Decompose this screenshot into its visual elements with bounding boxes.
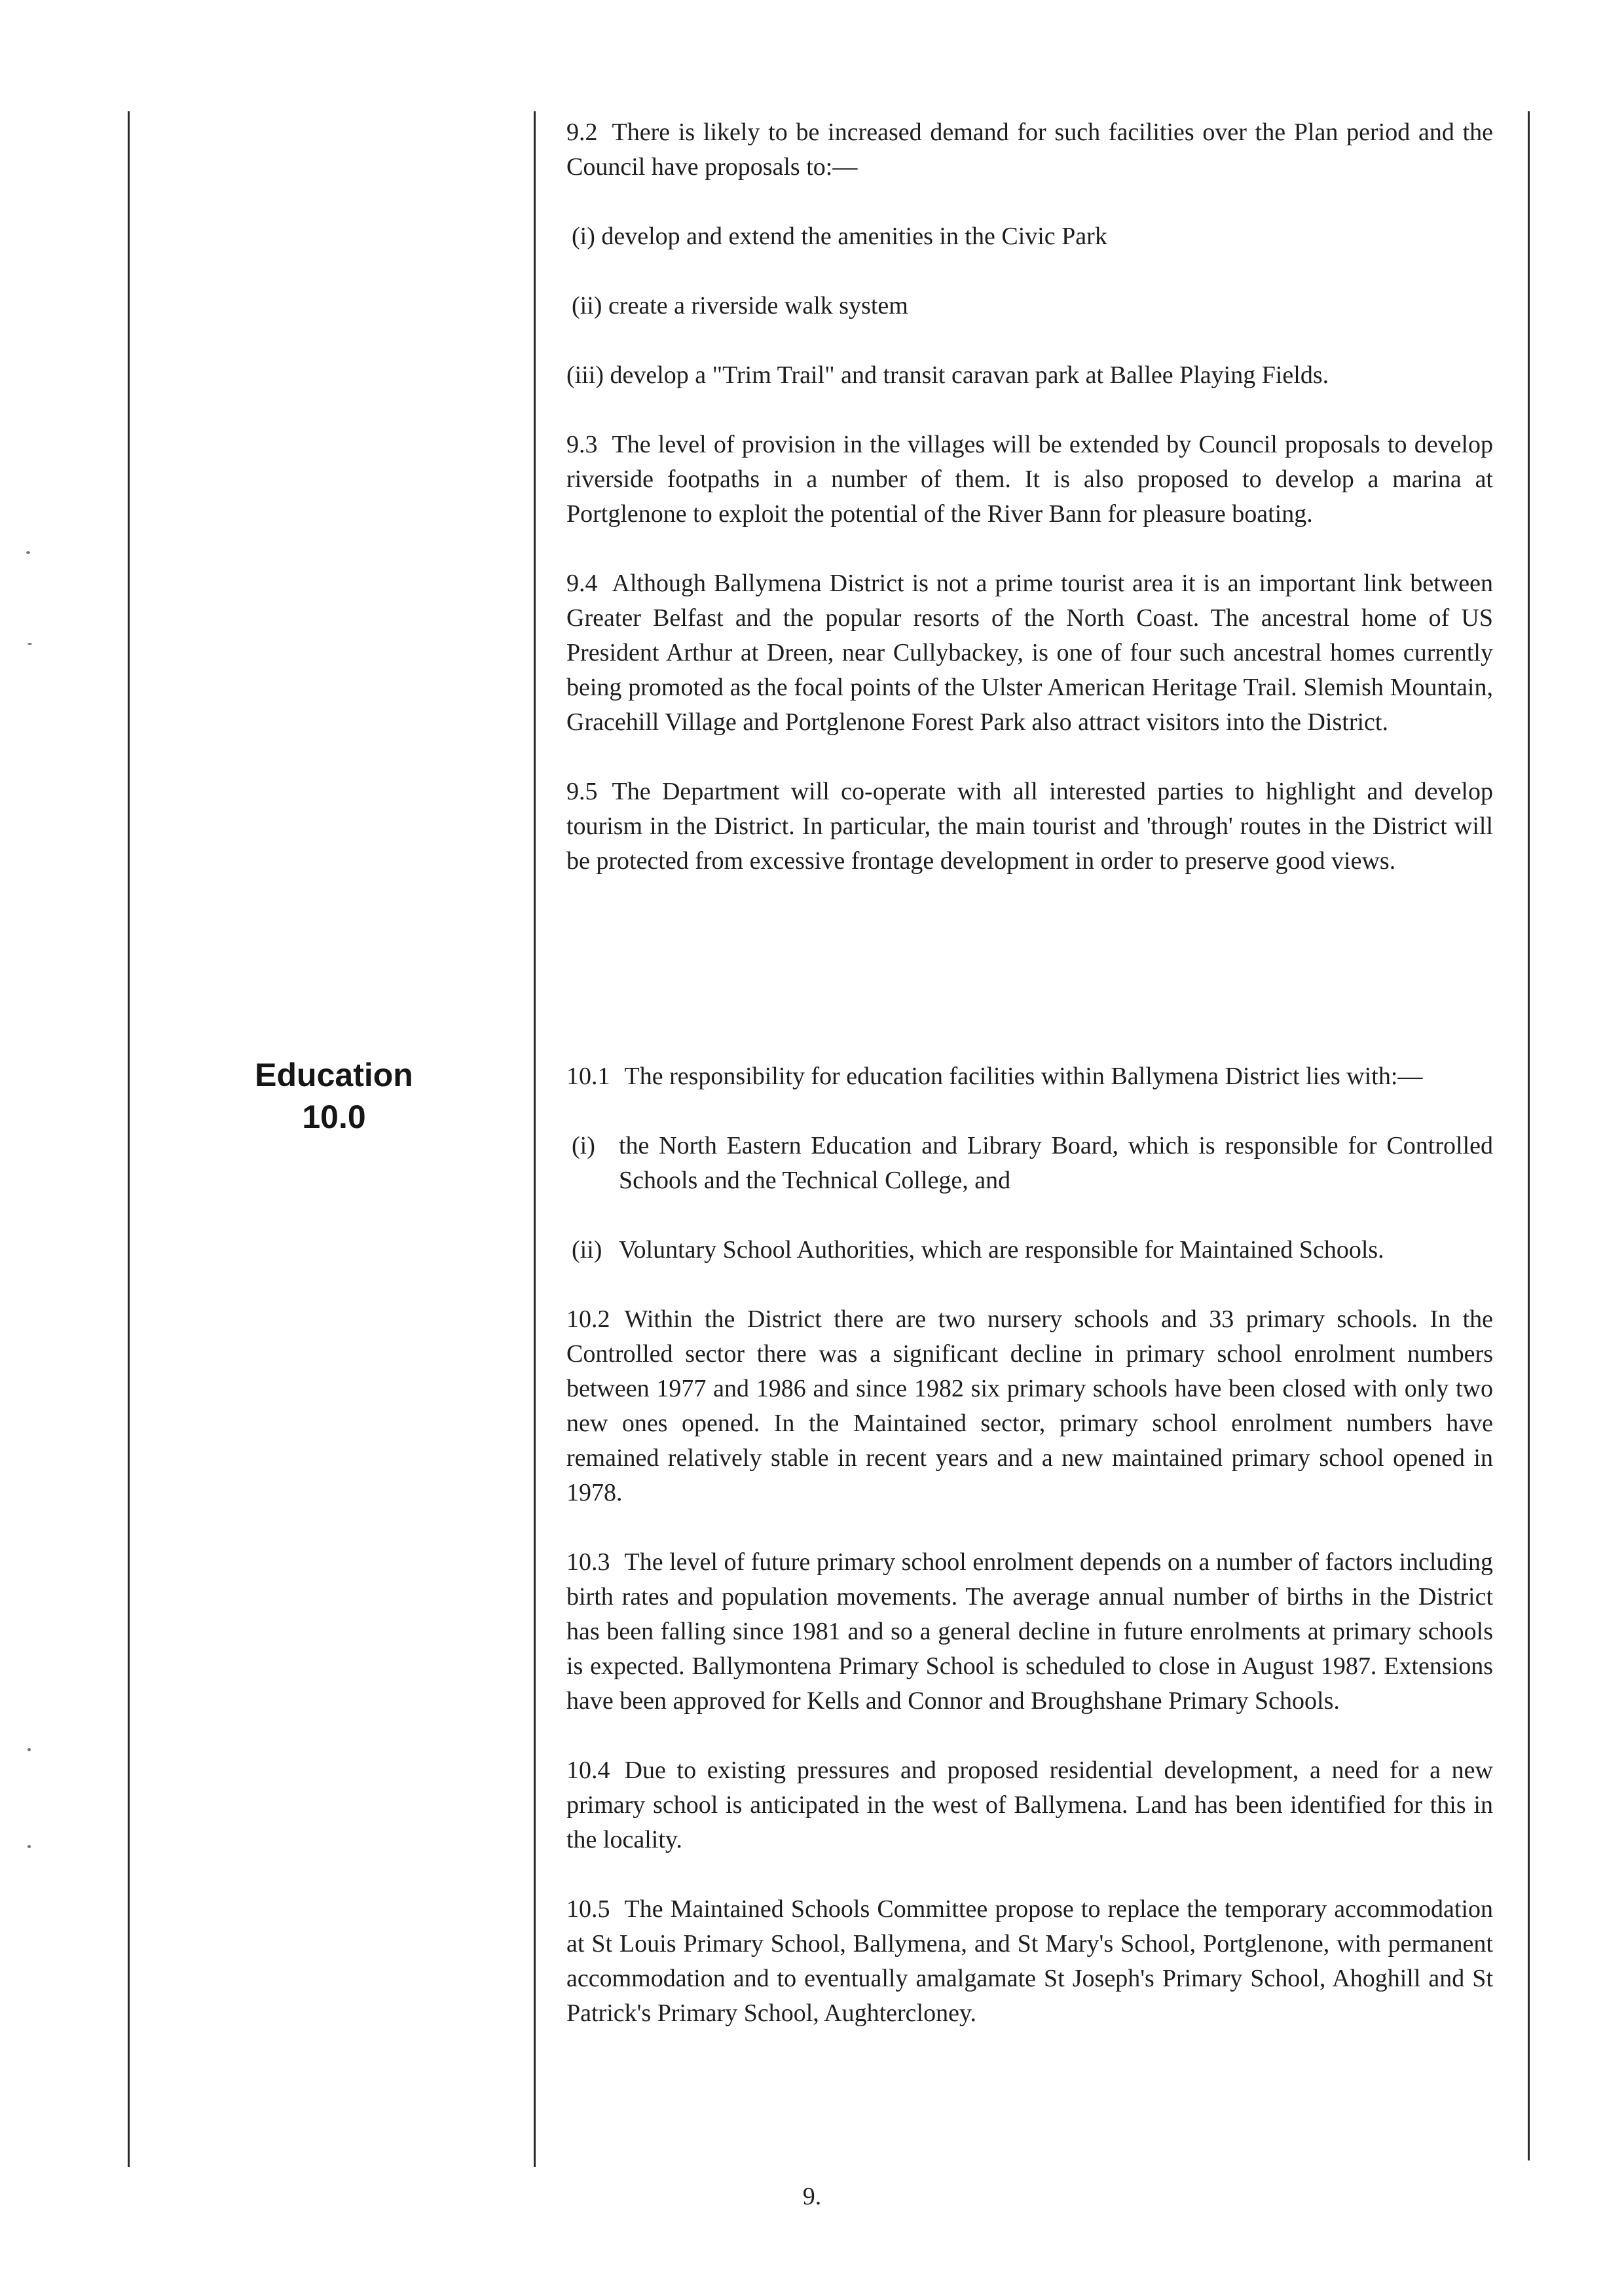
paragraph-text: Although Ballymena District is not a prime tourist area it is an important link between Greater Belfast and the popular resorts of the North Coast. The ancestral home of US President Arthur at Dreen, near Cullybackey, is one of four such ancestral homes currently being promoted as the focal points of the Ulster American Heritage Trail. Slemish Mountain, Gracehill Village and Portglenone Forest Park also attract visitors into the District. [566,570,1493,736]
paragraph-text: There is likely to be increased demand for such facilities over the Plan period and the Council have proposals to:— [566,118,1493,181]
paragraph-number: 10.1 [566,1063,610,1090]
paragraph-10-1 [566,1059,1493,1094]
column-divider-rule [534,111,536,2167]
paragraph-9-3 [566,428,1493,532]
paragraph-number: 9.5 [566,778,598,805]
proposal-item [566,358,1493,393]
section-heading [196,1054,471,1138]
paragraph-number: 9.4 [566,570,598,597]
scan-speck [28,1748,31,1751]
paragraph-number: 9.2 [566,118,598,146]
paragraph-number: 9.3 [566,431,598,458]
paragraph-text: Within the District there are two nursery schools and 33 primary schools. In the Controlled sector there was a significant decline in primary school enrolment numbers between 1977 and 1986 and since 1982 six primary schools have been closed with only two new ones opened. In the Maintained sector, primary school enrolment numbers have remained relatively stable in recent years and a new maintained primary school opened in 1978. [566,1305,1493,1506]
paragraph-10-4 [566,1753,1493,1857]
authority-item [566,1129,1493,1198]
proposal-item [566,289,1493,323]
proposal-marker: (iii) [566,361,604,389]
paragraph-text: The responsibility for education facilities within Ballymena District lies with:— [624,1063,1423,1090]
paragraph-10-2 [566,1302,1493,1510]
proposal-marker: (i) [572,223,595,250]
paragraph-10-3 [566,1545,1493,1719]
education-text-block [566,1059,1493,2066]
paragraph-number: 10.5 [566,1895,610,1923]
section-heading-title: Education [255,1057,413,1093]
paragraph-text: The level of provision in the villages will be extended by Council proposals to develop riverside footpaths in a number of them. It is also proposed to develop a marina at Portglenone to exploit the potential of the River Bann for pleasure boating. [566,431,1493,528]
paragraph-text: Due to existing pressures and proposed residential development, a need for a new primary school is anticipated in the west of Ballymena. Land has been identified for this in the locality. [566,1757,1493,1853]
paragraph-number: 10.4 [566,1757,610,1784]
right-margin-rule [1528,111,1530,2160]
proposal-marker: (ii) [572,292,602,319]
proposal-text: develop a "Trim Trail" and transit caravan park at Ballee Playing Fields. [610,361,1329,389]
scan-speck [26,551,30,554]
paragraph-number: 10.3 [566,1548,610,1576]
paragraph-10-5 [566,1892,1493,2031]
section-heading-number: 10.0 [302,1099,366,1135]
left-margin-rule [128,111,130,2167]
proposal-item [566,219,1493,254]
paragraph-text: The level of future primary school enrolment depends on a number of factors including birth rates and population movements. The average annual number of births in the District has been falling since 1981 and so a general decline in future enrolments at primary schools is expected. Ballymontena Primary School is scheduled to close in August 1987. Extensions have been approved for Kells and Connor and Broughshane Primary Schools. [566,1548,1493,1715]
paragraph-number: 10.2 [566,1305,610,1333]
authority-marker: (i) [572,1132,595,1159]
paragraph-text: The Department will co-operate with all interested parties to highlight and develop tourism in the District. In particular, the main tourist and 'through' routes in the District will be protected from excessive frontage development in order to preserve good views. [566,778,1493,875]
proposal-text: develop and extend the amenities in the Civic Park [601,223,1107,250]
authority-item [566,1233,1493,1267]
authority-text: the North Eastern Education and Library Board, which is responsible for Controlled Schools and the Technical College, and [619,1132,1493,1194]
page-number: 9. [802,2183,822,2210]
scan-speck [28,643,32,645]
scan-speck [28,1845,31,1848]
authority-text: Voluntary School Authorities, which are responsible for Maintained Schools. [619,1236,1384,1264]
authority-marker: (ii) [572,1236,602,1264]
paragraph-text: The Maintained Schools Committee propose to replace the temporary accommodation at St Louis Primary School, Ballymena, and St Mary's School, Portglenone, with permanent accommodation and to eventually amalgamate St Joseph's Primary School, Ahoghill and St Patrick's Primary School, Aughtercloney. [566,1895,1493,2027]
paragraph-9-4 [566,566,1493,740]
tourism-text-block [566,115,1493,913]
paragraph-9-2 [566,115,1493,185]
paragraph-9-5 [566,774,1493,879]
proposal-text: create a riverside walk system [608,292,908,319]
